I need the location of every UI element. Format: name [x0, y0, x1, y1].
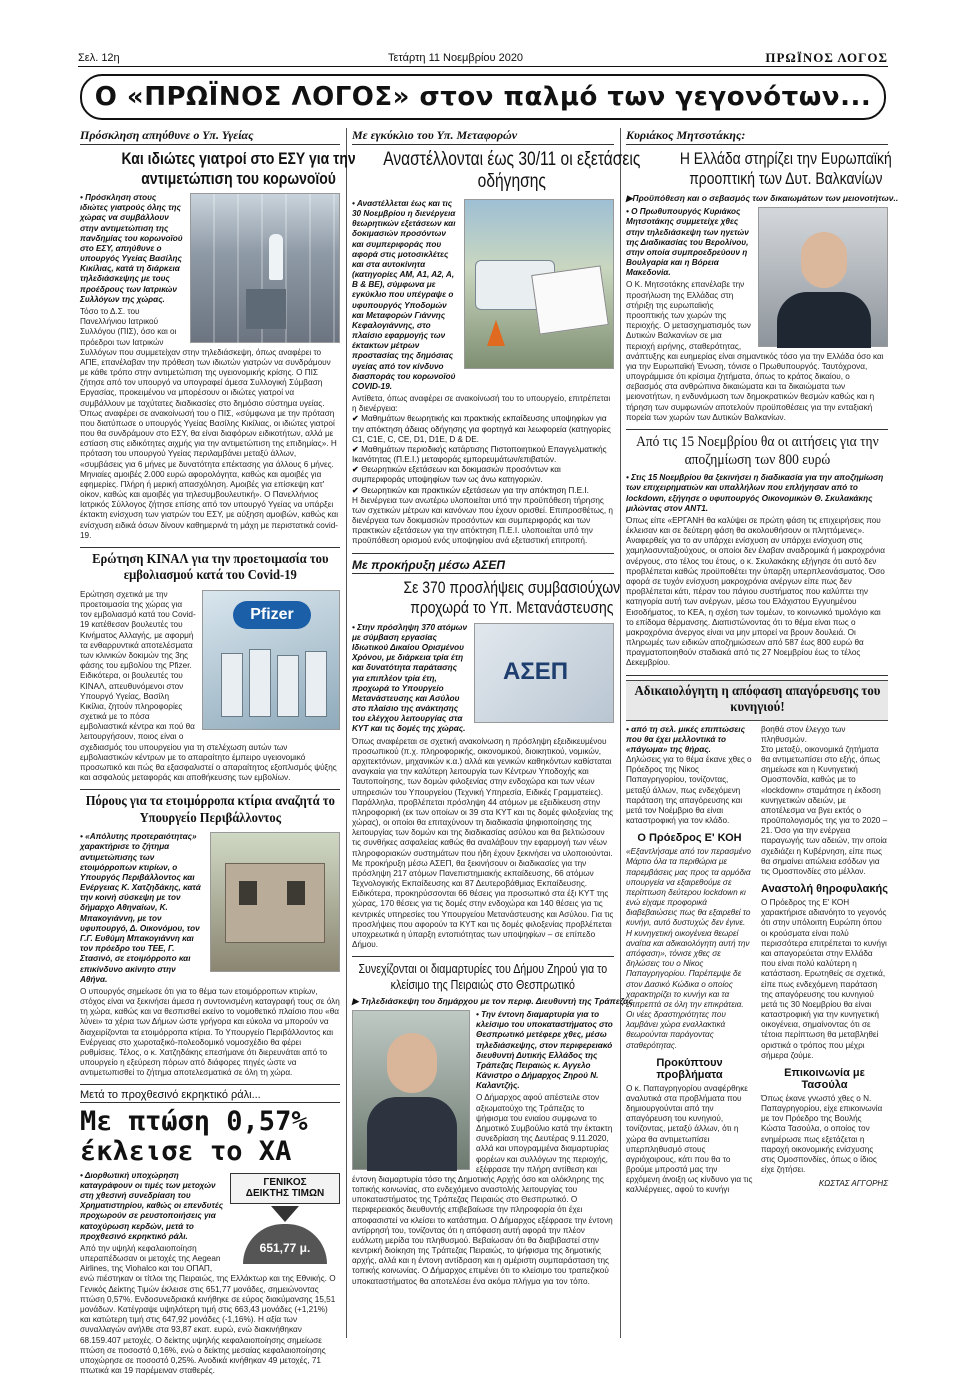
author-signature: ΚΩΣΤΑΣ ΑΓΓΟΡΗΣ — [818, 1179, 888, 1189]
column-divider — [346, 128, 347, 1338]
check-item: ✔ Μαθημάτων περιοδικής κατάρτισης Πιστοποιητικού Επαγγελματικής Ικανότητας (Π.Ε.Ι.) μεταφοράς εμπορευμάτων/επιβατών. — [352, 444, 607, 465]
article-compensation — [626, 429, 888, 669]
column-left — [80, 128, 356, 1376]
article-balkans — [626, 128, 899, 423]
check-icon: ✔ — [352, 465, 362, 475]
check-icon: ✔ — [352, 444, 362, 454]
subheadline: ▶ Τηλεδιάσκεψη του δημάρχου με τον περιφ. Διευθυντή της Τράπεζας — [352, 995, 633, 1006]
column-divider — [620, 128, 621, 1338]
lede: • «Απόλυτης προτεραιότητας» χαρακτήρισε το ζήτημα αντιμετώπισης των ετοιμόρροπων κτιρίων, ο Υπουργός Περιβάλλοντος και Ενέργειας Κ. Χατζηδάκης, κατά την κοινή σύσκεψη με τον δήμαρχο Αθηναίων, Κ. Μπακογιάννη, με τον υφυπουργό, Δ. Οικονόμου, τον Γ.Γ. Ευθύμη Μπακογιάννη και τον πρόεδρο του ΤΕΕ, Γ. Στασινό, σε ετοιμόρροπο και επικίνδυνο ακίνητο στην Αθήνα. — [80, 832, 201, 984]
section-subhead: Επικοινωνία με Τασούλα — [784, 1066, 865, 1091]
kicker: Μετά το προχθεσινό εκρηκτικό ράλι... — [80, 1089, 340, 1103]
derelict-building-photo — [210, 832, 340, 972]
headline: Και ιδιώτες γιατροί στο ΕΣΥ για την αντιμετώπιση του κορωνοϊού — [121, 149, 356, 189]
article-body: Ο κ. Παπαγρηγορίου αναφέρθηκε αναλυτικά στα προβλήματα που δημιουργούνται από την απαγόρευση του κυνηγιού, τονίζοντας, μεταξύ άλλων, ότι η χώρα θα αντιμετωπίσει υπερπληθυσμό στους αγριόχοιρους, κάτι που θα το βρούμε μπροστά μας την ερχόμενη άνοιξη ως κίνδυνο για τις καλλιέργειες, αφού το κυνήγι βοηθά στον έλεγχο των πληθυσμών. — [626, 724, 846, 1195]
headline: Σε 370 προσλήψεις συμβασιούχων προχωρά το Υπ. Μετανάστευσης — [403, 577, 621, 617]
kicker: Με εγκύκλιο του Υπ. Μεταφορών — [352, 128, 614, 145]
headline: Ερώτηση ΚΙΝΑΛ για την προετοιμασία του εμβολιασμού κατά του Covid-19 — [91, 551, 329, 584]
lede: • από τη σελ. μικές επιπτώσεις που θα έχει μελλοντικά το «πάγωμα» της θήρας. — [626, 724, 745, 754]
lede: • Ο Πρωθυπουργός Κυριάκος Μητσοτάκης συμμετείχε χθες στην τηλεδιάσκεψη των ηγετών της Διαδικασίας του Βερολίνου, στην οποία συμπροεδρεύουν η Βουλγαρία και η Βόρεια Μακεδονία. — [626, 207, 749, 278]
check-item: ✔ Θεωρητικών και πρακτικών εξετάσεων για την απόκτηση Π.Ε.Ι. — [352, 485, 589, 495]
index-box — [230, 1173, 340, 1264]
headline: Συνεχίζονται οι διαμαρτυρίες του Δήμου Ζηρού για το κλείσιμο της Πειραιώς στο Θεσπρωτικό — [358, 961, 608, 992]
headline: Η Ελλάδα στηρίζει την Ευρωπαϊκή προοπτική των Δυτ. Βαλκανίων — [679, 149, 892, 189]
article-body: Δηλώσεις για το θέμα έκανε χθες ο Πρόεδρος της Νίκος Παπαγρηγορίου, τονίζοντας, μεταξύ άλλων, πως ενδεχόμενη παράταση της απαγόρευσης και μετά τον Νοέμβριο θα είναι καταστροφική για τον κλάδο. — [626, 755, 752, 826]
section-banner: Ο «ΠΡΩΪΝΟΣ ΛΟΓΟΣ» στον παλμό των γεγονότων... — [80, 74, 886, 120]
asep-logo-photo — [474, 623, 614, 723]
hospital-corridor-photo — [190, 193, 340, 343]
issue-date: Τετάρτη 11 Νοεμβρίου 2020 — [388, 52, 524, 64]
article-vaccine — [80, 547, 340, 783]
article-body: Ο Δήμαρχος αφού απέστειλε στον αξιωματούχο της Τράπεζας το ψήφισμα του ενιαίου συμφωνα το Δημοτικό Συμβούλιο κατά την έκτακτη συνεδρίαση της Δευτέρας 9.11.2020, αλλά και υπογραμμένα διαμαρτυρίας φορέων και συλλόγων της περιοχής, εξέφρασε την πλήρη αντίθεση και έντονη διαμαρτυρία τόσο της Δημοτικής Αρχής όσο και ολόκληρης της τοπικής κοινωνίας, στο ενδεχόμενο αναστολής λειτουργίας του υποκαταστήματος της Τράπεζας Πειραιώς στο Θεσπρωτικό. Ο περιφερειακός διευθυντής επιβεβαίωσε την πληροφορία ότι έχει αποφασιστεί να κλείσει το κατάστημα. Ο Δήμαρχος εξέφρασε την έντονη αντίρρησή του, τονίζοντας ότι η απόφαση αυτή αφορά την πλέον ευάλωτη μερίδα του πληθυσμού. Βεβαίωσαν ότι θα διαβιβαστεί στην κεντρική διοίκηση της Τράπεζας Πειραιώς, το ψήφισμα της δημοτικής αρχής, αλλά και η έντονη αντίδραση και η αμέριστη συμπαράσταση της τοπικής κοινωνίας. Ο Δήμαρχος επιμένει ότι το κλείσιμο του τραπεζικού υποκαταστήματος θα αποτελέσει ένα ακόμα πλήγμα για τον τόπο. — [352, 1093, 613, 1286]
kicker: Πρόσκληση απηύθυνε ο Υπ. Υγείας — [80, 128, 340, 145]
article-buildings — [80, 789, 340, 1078]
pfizer-logo: Pfizer — [233, 601, 311, 629]
column-right — [626, 128, 899, 1338]
page-header — [78, 52, 888, 66]
mayor-portrait-photo — [352, 1010, 470, 1170]
headline: Αδικαιολόγητη η απόφαση απαγόρευσης του κυνηγιού! — [634, 683, 880, 716]
page-number: Σελ. 12η — [78, 52, 120, 64]
check-icon: ✔ — [352, 414, 362, 424]
article-body: Στο μεταξύ, οικονομικά ζητήματα θα αντιμετωπίσει στο εξής, όπως σημείωσε και η Κυνηγετική Ομοσπονδία, καθώς με το «lockdown» σταμάτησε η έκδοση κυνηγετικών αδειών, με αποτέλεσμα να βγει εκτός ο προϋπολογισμός της για το 2020 – 21. Όσο για την ενέργεια παραγωγής των αδειών, την οποία σχεδιάζει η Κυβέρνηση, είπε πως θα σημαίνει απώλεια εσόδων για τις Ομοσπονδίες στο μέλλον. — [761, 744, 888, 876]
index-label-2: ΔΕΙΚΤΗΣ ΤΙΜΩΝ — [245, 1188, 325, 1200]
index-value: 651,77 μ. — [243, 1224, 327, 1264]
article-doctors — [80, 128, 356, 541]
prime-minister-photo — [758, 207, 888, 347]
article-body: Αντίθετα, όπως αναφέρει σε ανακοίνωσή του το υπουργείο, επιτρέπεται η διενέργεια: — [352, 394, 611, 414]
article-body: Από την υψηλή κεφαλαιοποίηση υπεραπέδωσαν οι μετοχές της Aegean Airlines, της Viohalco και του ΟΠΑΠ, ενώ πιέστηκαν οι τίτλοι της Πειραιώς, της Ελλάκτωρ και της Εθνικής. Ο Γενικός Δείκτης Τιμών έκλεισε στις 651,77 μονάδες, σημειώνοντας πτώση 0,57%. Ενδοσυνεδριακά κινήθηκε σε εύρος διακύμανσης 15,51 μονάδων. Κατέγραψε υψηλότερη τιμή στις 663,43 μονάδες (+1,21%) και κατώτερη τιμή στις 647,92 μονάδες (-1,16%). Η αξία των συναλλαγών ανήλθε στα 93,87 εκατ. ευρώ, ενώ διακινήθηκαν 68.159.407 μετοχές. Ο δείκτης υψηλής κεφαλαιοποίησης σημείωσε πτώση σε ποσοστό 0,16%, ενώ ο δείκτης μεσαίας κεφαλαιοποίησης υποχώρησε σε ποσοστό 0,25%. Ανοδικά κινήθηκαν 49 μετοχές, 71 πτωτικά και 19 παρέμειναν σταθερές. — [80, 1243, 336, 1376]
article-body: Όπως αναφέρεται σε σχετική ανακοίνωση η πρόσληψη εξειδικευμένου προσωπικού (π.χ. πληροφορικής, οικονομικού, διοικητικού, νομικών, αρχιτεκτόνων, μηχανικών κ.α.) αλλά και γενικών καθηκόντων καθίσταται αναγκαία για την καλύτερη λειτουργία των Κέντρων Υποδοχής και Ταυτοποίησης, των δομών φιλοξενίας στην ενδοχώρα και των νέων υπηρεσιών του Υπουργείου (Τεχνική Υπηρεσία, Ειδικές Γραμματείες). Παράλληλα, προβλέπεται πρόσληψη 44 ατόμων με εξειδίκευση στην πληροφορική (εκ των οποίων οι 39 στα ΚΥΤ και τις δομές φιλοξενίας της χώρας), οι οποίοι θα επιταχύνουν τη διαδικασία ψηφιοποίησης της λειτουργίας των δομών και της διαδικασίας ασύλου και θα βελτιώσουν τις συνθήκες ασφαλείας καθώς θα αναλάβουν την εφαρμογή των νέων πληροφοριακών συστημάτων που ήδη έχουν ξεκινήσει να υλοποιούνται. Με προκήρυξη μέσω ΑΣΕΠ, θα ξεκινήσουν οι διαδικασίες για την πρόσληψη 217 ατόμων Πανεπιστημιακής εκπαίδευσης, 66 ατόμων Τεχνολογικής Εκπαίδευσης και 87 Δευτεροβάθμιας Εκπαίδευσης. Ειδικότερα, προκηρύσσονται 66 θέσεις για προσωπικό στα έξι ΚΥΤ της χώρας, 170 θέσεις για τις δομές στην ενδοχώρα και 140 θέσεις για τις κεντρικές υπηρεσίες του Υπουργείου Μετανάστευσης και Ασύλου. Για τις προσλήψεις που αφορούν τα ΚΥΤ και τις δομές φιλοξενίας προβλέπεται υποχρεωτικά η ύπαρξη εντοπιότητας των υποψηφίων – σε επίπεδο Δήμου. — [352, 736, 614, 950]
article-asep — [352, 553, 621, 951]
article-body: Ο Κ. Μητσοτάκης επανέλαβε την προσήλωση της Ελλάδας στη στήριξη της ευρωπαϊκής προοπτικής των χωρών της περιοχής. Ο μετασχηματισμός των Δυτικών Βαλκανίων σε μια περιοχή ειρήνης, σταθερότητας, ανάπτυξης και ευημερίας είναι σημαντικός τόσο για την Ελλάδα όσο και για την Ευρωπαϊκή Ένωση, τόνισε ο Πρωθυπουργός. Ταυτόχρονα, υπογράμμισε ότι κρίσιμα ζητήματα, όπως το κράτος δικαίου, ο σεβασμός στα ανθρώπινα δικαιώματα και τα δικαιώματα των μειονοτήτων, η ενδυνάμωση των δημοκρατικών θεσμών καθώς και η τήρηση των συμφωνιών αποτελούν προϋποθέσεις για την ενταξιακή πορεία των χωρών των Δυτικών Βαλκανίων. — [626, 280, 884, 422]
lede: • Διορθωτική υποχώρηση καταγράφουν οι τιμές των μετοχών στη χθεσινή συνεδρίαση του Χρηματιστηρίου, καθώς οι επενδυτές προχωρούν σε ρευστοποιήσεις για κατοχύρωση κερδών, μετά το προχθεσινό εκρηκτικό ράλι. — [80, 1170, 224, 1241]
arrow-down-icon — [271, 1206, 299, 1222]
headline: Με πτώση 0,57% έκλεισε το ΧΑ — [80, 1106, 308, 1168]
check-item: ✔ Μαθημάτων θεωρητικής και πρακτικής εκπαίδευσης υποψηφίων για την απόκτηση άδειας οδήγησης για φορτηγά και λεωφορεία (κατηγορίες C1, C1E, C, CE, D1, D1E, D & DE. — [352, 414, 611, 444]
article-hunting — [626, 675, 888, 1196]
subheadline: ▶Προϋπόθεση και ο σεβασμός των δικαιωμάτων των μειονοτήτων.. — [626, 193, 899, 204]
headline: Πόρους για τα ετοιμόρροπα κτίρια αναζητά το Υπουργείο Περιβάλλοντος — [85, 794, 335, 826]
article-body: Ερώτηση σχετικά με την προετοιμασία της χώρας για τον εμβολιασμό κατά του Covid-19 κατέθεσαν βουλευτές του Κινήματος Αλλαγής, με αφορμή τα ενθαρρυντικά αποτελέσματα των κλινικών δοκιμών της 3ης φάσης του εμβολίου της Pfizer. Ειδικότερα, οι βουλευτές του ΚΙΝΑΛ, απευθυνόμενοι στον Υπουργό Υγείας, Βασίλη Κικίλια, ζητούν πληροφορίες σχετικά με το πόσα εμβολιαστικά κέντρα και πού θα λειτουργήσουν, ποιος είναι ο σχεδιασμός του υπουργείου για τη στελέχωση αυτών των εμβολιαστικών κέντρων με το απαραίτητο έμπειρο υγειονομικό προσωπικό και πώς θα εξασφαλιστεί ο απαραίτητος εξοπλισμός ψύξης και ασφαλούς μεταφοράς και αποθήκευσης των εμβολίων. — [80, 589, 337, 783]
column-middle — [352, 128, 641, 1338]
article-body: Όπως είπε «ΕΡΓΑΝΗ θα καλύψει σε πρώτη φάση τις επιχειρήσεις που έκλεισαν και σε δεύτερη φάση θα ακολουθήσουν οι πληττόμενες». Αναφερθείς για το αν υπάρχει ενίσχυση αν υπάρχει ενίσχυση στις χαμηλοσυνταξιούχους, οι οποίοι δεν έλαβαν αναδρομικά ή μακροχρόνια ανέργους, στο τέλος του έτους, ο κ. Σκυλακάκης εξήγησε ότι αυτό δεν προβλέπεται καθώς προϋποθέτει την ύπαρξη υπερπλεονάσματος. Όσο αφορά σε τυχόν ενίσχυση μακροχρόνια ανέργων είπε πως δεν προβλέπεται κάτι, πέραν του πάγιου συστήματος που καλύπτει την κατηγορία αυτή των ανέργων, μέσω του Ελάχιστου Εγγυημένου Εισοδήματος, το ΚΕΑ, η σχέση των τομέων, το κοινωνικό τιμολόγιο και το επίδομα θέρμανσης. Διαπιστώνοντας ότι το θέμα είναι πως ο μακροχρόνια άνεργος είναι να μην μπορεί να βρουν δουλειά. Οι πληρωμές των ειδικών αποζημιώσεων από 587 έως 800 ευρώ θα πραγματοποιηθούν σταδιακά από τις 27 Νοεμβρίου έως το τέλος Δεκεμβρίου. — [626, 515, 885, 668]
headline: Αναστέλλονται έως 30/11 οι εξετάσεις οδήγησης — [383, 149, 641, 193]
article-body: Όπως έκανε γνωστό χθες ο Ν. Παπαγρηγορίου, είχε επικοινωνία με τον Πρόεδρο της Βουλής Κώστα Τασούλα, ο οποίος τον ενημέρωσε πως εξετάζεται η παροχή οικονομικής ενίσχυσης στις Ομοσπονδίες, όπως ο ίδιος είχε ζητήσει. — [761, 1093, 883, 1175]
driving-exam-photo — [464, 199, 614, 369]
section-subhead: Προκύπτουν προβλήματα — [656, 1056, 723, 1081]
article-body: Τόσο το Δ.Σ. του Πανελλήνιου Ιατρικού Συλλόγου (ΠΙΣ), όσο και οι πρόεδροι των Ιατρικών Συλλόγων που συμμετείχαν στην τηλεδιάσκεψη, όπως αναφέρει το ΑΠΕ, επανέλαβαν την πρόθεση των ιδιωτών γιατρών να συνδράμουν με κάθε τρόπο στην αντιμετώπιση της υγειονομικής κρίσης. Ο ΠΙΣ ζήτησε από τον υπουργό να υπογραφεί άμεσα Συλλογική Σύμβαση Εργασίας, προκειμένου να μπορέσουν οι ιδιώτες γιατροί να συμβάλλουν με ταχύτατες διαδικασίες στο δημόσιο σύστημα υγείας. Όπως αναφέρει σε ανακοίνωσή του ο ΠΙΣ, «σύμφωνα με την πρόταση που διατύπωσε ο υπουργός Υγείας Βασίλης Κικίλιας, οι ιδιώτες γιατροί που θα συνδράμουν στο ΕΣΥ, θα είναι διαφόρων ειδικοτήτων, αλλά με εστίαση στις ειδικότητες αιχμής για την αντιμετώπιση της επιδημίας». Η πρόταση του υπουργού Υγείας περιλαμβάνει μεταξύ άλλων, «συμβάσεις για 6 μήνες με δυνατότητα επέκτασης για άλλους 6 μήνες. Μηνιαίες αμοιβές 2.000 ευρώ αφορολόγητα, καθώς και αμοιβές για εφημερίες. Πλήρη ή μερική απασχόληση. Αμοιβές για επίσκεψη κατ' οίκον, καθώς και αμοιβές για τηλεσυμβουλευτική». Ο Πανελλήνιος Ιατρικός Σύλλογος ζήτησε επίσης από τον υπουργό Υγείας να υπάρξει έκτακτη ενίσχυση των γιατρών του ΕΣΥ, με αύξηση αμοιβών, καθώς και ενίσχυση ειδικά όσων δίνουν καθημερινά τη μάχη με περιστατικά covid-19. — [80, 306, 339, 540]
headline: Από τις 15 Νοεμβρίου θα οι αιτήσεις για την αποζημίωση των 800 ευρώ — [635, 433, 879, 468]
section-subhead: Ο Πρόεδρος Ε' ΚΟΗ — [637, 832, 742, 845]
check-item: ✔ Θεωρητικών εξετάσεων και δοκιμασιών προσόντων και συμπεριφοράς υποψηφίων των ως άνω κατηγοριών. — [352, 465, 561, 485]
article-body: Ο Πρόεδρος της Ε' ΚΟΗ χαρακτήρισε αδιανόητο το γεγονός ότι στην υπόλοιπη Ευρώπη όπου οι κρούσματα είναι πολύ περισσότερα επιτρέπεται το κυνήγι και απαγορεύεται στην Ελλάδα που είναι πολύ καλύτερη η κατάσταση. Ερωτηθείς σε σχετικά, είπε πως ενδεχόμενη παράταση της απαγόρευσης του κυνηγιού μετά τις 30 Νοεμβρίου θα είναι καταστροφική για την κυνηγετική οικογένεια, σημαίνοντας ότι σε τέτοια περίπτωση θα μεταβληθεί οριστικά ο τρόπος που μέχρι σήμερα ζούμε. — [761, 898, 887, 1060]
lede: • Αναστέλλεται έως και τις 30 Νοεμβρίου η διενέργεια θεωρητικών εξετάσεων και δοκιμασιών προσόντων και συμπεριφοράς που αφορά στις μοτοσικλέτες και στα αυτοκίνητα (κατηγορίες ΑΜ, Α1, Α2, Α, Β & ΒΕ), σύμφωνα με εγκύκλιο που υπέγραψε ο υφυπουργός Υποδομών και Μεταφορών Γιάννης Κεφαλογιάννης, στο πλαίσιο εφαρμογής των έκτακτων μέτρων προστασίας της δημόσιας υγείας από τον κίνδυνο διασποράς του κορωνοϊού COVID-19. — [352, 198, 456, 391]
check-icon: ✔ — [352, 485, 362, 495]
newspaper-name: ΠΡΩΪΝΟΣ ΛΟΓΟΣ — [765, 50, 888, 65]
article-body-2: Η διενέργεια των ανωτέρω υλοποιείται υπό την προϋπόθεση τήρησης των σχετικών μέτρων και κανόνων που έχουν ορισθεί. Επιπροσθέτως, η διενέργεια των δοκιμασιών προσόντων και συμπεριφοράς και των πρακτικών εξετάσεων για την απόκτηση Π.Ε.Ι. υλοποιείται υπό την προϋπόθεση ορισμού ενός υποψηφίου ανά εξεταστική επιτροπή. — [352, 495, 613, 546]
article-stock-exchange — [80, 1084, 340, 1376]
lede: • Πρόσκληση στους ιδιώτες γιατρούς όλης της χώρας να συμβάλλουν στην αντιμετώπιση της πανδημίας του κορωνοϊού στο ΕΣΥ, απηύθυνε ο υπουργός Υγείας Βασίλης Κικίλιας, κατά τη διάρκεια τηλεδιάσκεψης με τους προέδρους των Ιατρικών Συλλόγων της χώρας. — [80, 193, 183, 304]
kicker: Με προκήρυξη μέσω ΑΣΕΠ — [352, 558, 614, 574]
article-ziros — [352, 956, 633, 1286]
article-body: «Εξαντλήσαμε από τον περασμένο Μάρτιο όλα τα περιθώρια με παρεμβάσεις μας προς τα αρμόδια υπουργεία να εξαιρεθούμε σε περίπτωση δεύτερου lockdown κι ενώ είχαμε προφορικά διαβεβαιώσεις πως θα εξαιρεθεί το κυνήγι, αυτό δυστυχώς δεν έγινε. Η κυνηγετική οικογένεια θεωρεί αναίτια και αδικαιολόγητη αυτή την απόφαση», τόνισε χθες σε δηλώσεις του ο Νίκος Παπαγρηγορίου. Παρέπεμψε δε στον Δασικό Κώδικα ο οποίος χαρακτηρίζει το κυνήγι και τα επιτρεπτά σε όλη την επικράτεια. Οι νέες δραστηριότητες που λαμβάνει χώρα εναλλακτικά θεωρούνται παράγοντας σταθερότητας. — [626, 847, 751, 1050]
lede: • Στις 15 Νοεμβρίου θα ξεκινήσει η διαδικασία για την αποζημίωση των επιχειρηματιών και υπαλλήλων που επλήγησαν από το lockdown, εξήγησε ο υφυπουργός Οικονομικών Θ. Σκυλακάκης μιλώντας στον ΑΝΤ1. — [626, 473, 884, 513]
header-rule — [78, 66, 888, 67]
article-body: Ο υπουργός σημείωσε ότι για το θέμα των ετοιμόρροπων κτιρίων, στόχος είναι να ξεκινήσει άμεσα η συντονισμένη καταγραφή τους σε όλη τη χώρα, καθώς και να θεσπισθεί εκείνο το νομοθετικό πλαίσιο που «θα λύνει» τα χέρια των Δήμων ώστε γρήγορα και εύκολα να μπορούν να διαχειρίζονται τα ετοιμόρροπα κτίρια. Το Υπουργείο Περιβάλλοντος και Ενέργειας στο χωροταξικό-πολεοδομικό νομοσχέδιο θα φέρει ρυθμίσεις. Τέλος, ο κ. Χατζηδάκης επεσήμανε ότι διερευνάται από το υπουργείο η εξεύρεση πόρων από διάφορες πηγές ώστε να αντιμετωπισθεί το ζήτημα αποτελεσματικά σε όλη τη χώρα. — [80, 986, 340, 1078]
asep-logo: ΑΣΕΠ — [503, 657, 569, 685]
pfizer-vials-photo — [202, 590, 340, 730]
article-driving-exams — [352, 128, 641, 547]
kicker: Κυριάκος Μητσοτάκης: — [626, 128, 888, 145]
lede: • Την έντονη διαμαρτυρία για το κλείσιμο του υποκαταστήματος στο Θεσπρωτικό μετέφερε χθες, μέσω τηλεδιάσκεψης, στον περιφερειακό διευθυντή Δυτικής Ελλάδος της Τράπεζας Πειραιώς κ. Αγγελο Κάνιστρο ο Δήμαρχος Ζηρού Ν. Καλαντζής. — [476, 1010, 613, 1091]
index-label-1: ΓΕΝΙΚΟΣ — [263, 1176, 307, 1188]
section-subhead: Αναστολή θηροφυλακής — [761, 883, 888, 896]
lede: • Στην πρόσληψη 370 ατόμων με σύμβαση εργασίας Ιδιωτικού Δικαίου Ορισμένου Χρόνου, με διάρκεια τρία έτη και δυνατότητα παράτασης για επιπλέον τρία έτη, προχωρά το Υπουργείο Μετανάστευσης και Ασύλου στο πλαίσιο της ανάκτησης του ελέγχου λειτουργίας στα ΚΥΤ και τις δομές της χώρας. — [352, 622, 468, 734]
